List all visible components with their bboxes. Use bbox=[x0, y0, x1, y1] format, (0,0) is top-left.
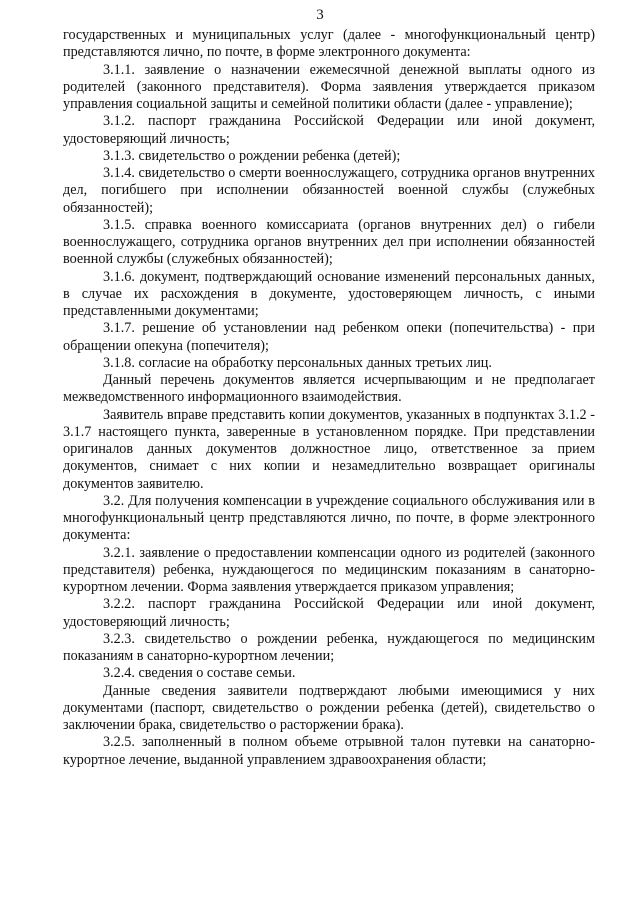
paragraph-3-2-5: 3.2.5. заполненный в полном объеме отрывной талон путевки на санаторно-курортное лечение, выданной управлением здравоохранения области; bbox=[63, 734, 595, 768]
paragraph-continuation: государственных и муниципальных услуг (далее - многофункциональный центр) представляются лично, по почте, в форме электронного документа: bbox=[63, 27, 595, 61]
paragraph-3-1-2: 3.1.2. паспорт гражданина Российской Федерации или иной документ, удостоверяющий личность; bbox=[63, 113, 595, 147]
paragraph-3-2-3: 3.2.3. свидетельство о рождении ребенка, нуждающегося по медицинским показаниям в санаторно-курортном лечении; bbox=[63, 630, 595, 664]
paragraph-3-1-5: 3.1.5. справка военного комиссариата (органов внутренних дел) о гибели военнослужащего, сотрудника органов внутренних дел при исполнении обязанностей военной службы (служебных обязанностей); bbox=[63, 216, 595, 268]
paragraph-3-1-1: 3.1.1. заявление о назначении ежемесячной денежной выплаты одного из родителей (законного представителя). Форма заявления утверждается приказом управления социальной защиты и семейной политики области (далее - управление); bbox=[63, 61, 595, 112]
paragraph-3-1-3: 3.1.3. свидетельство о рождении ребенка (детей); bbox=[103, 147, 401, 164]
paragraph-3-1-8: 3.1.8. согласие на обработку персональных данных третьих лиц. bbox=[103, 354, 492, 371]
paragraph-3-1-6: 3.1.6. документ, подтверждающий основание изменений персональных данных, в случае их расхождения в документе, удостоверяющем личность, с иными представленными документами; bbox=[63, 268, 595, 319]
paragraph-3-1-7: 3.1.7. решение об установлении над ребенком опеки (попечительства) - при обращении опекуна (попечителя); bbox=[63, 320, 595, 354]
paragraph-3-2-2: 3.2.2. паспорт гражданина Российской Федерации или иной документ, удостоверяющий личность; bbox=[63, 596, 595, 630]
paragraph-copies: Заявитель вправе представить копии документов, указанных в подпунктах 3.1.2 - 3.1.7 настоящего пункта, заверенные в установленном порядке. При представлении оригиналов данных документов должностное лицо, ответственное за прием документов, снимает с них копии и незамедлительно возвращает оригиналы документов заявителю. bbox=[63, 406, 595, 492]
document-body bbox=[63, 27, 595, 769]
paragraph-family-confirmation: Данные сведения заявители подтверждают любыми имеющимися у них документами (паспорт, свидетельство о рождении ребенка (детей), свидетельство о заключении брака, свидетельство о расторжении брака). bbox=[63, 682, 595, 733]
page-number: 3 bbox=[316, 7, 324, 23]
paragraph-3-2: 3.2. Для получения компенсации в учреждение социального обслуживания или в многофункциональный центр представляются лично, по почте, в форме электронного документа: bbox=[63, 492, 595, 544]
paragraph-3-2-1: 3.2.1. заявление о предоставлении компенсации одного из родителей (законного представителя) ребенка, нуждающегося по медицинским показаниям в санаторно-курортном лечении. Форма заявления утверждается приказом управления; bbox=[63, 544, 595, 595]
paragraph-exhaustive-list: Данный перечень документов является исчерпывающим и не предполагает межведомственного информационного взаимодействия. bbox=[63, 372, 595, 406]
paragraph-3-2-4: 3.2.4. сведения о составе семьи. bbox=[103, 665, 296, 682]
paragraph-3-1-4: 3.1.4. свидетельство о смерти военнослужащего, сотрудника органов внутренних дел, погибшего при исполнении обязанностей военной службы (служебных обязанностей); bbox=[63, 165, 595, 216]
